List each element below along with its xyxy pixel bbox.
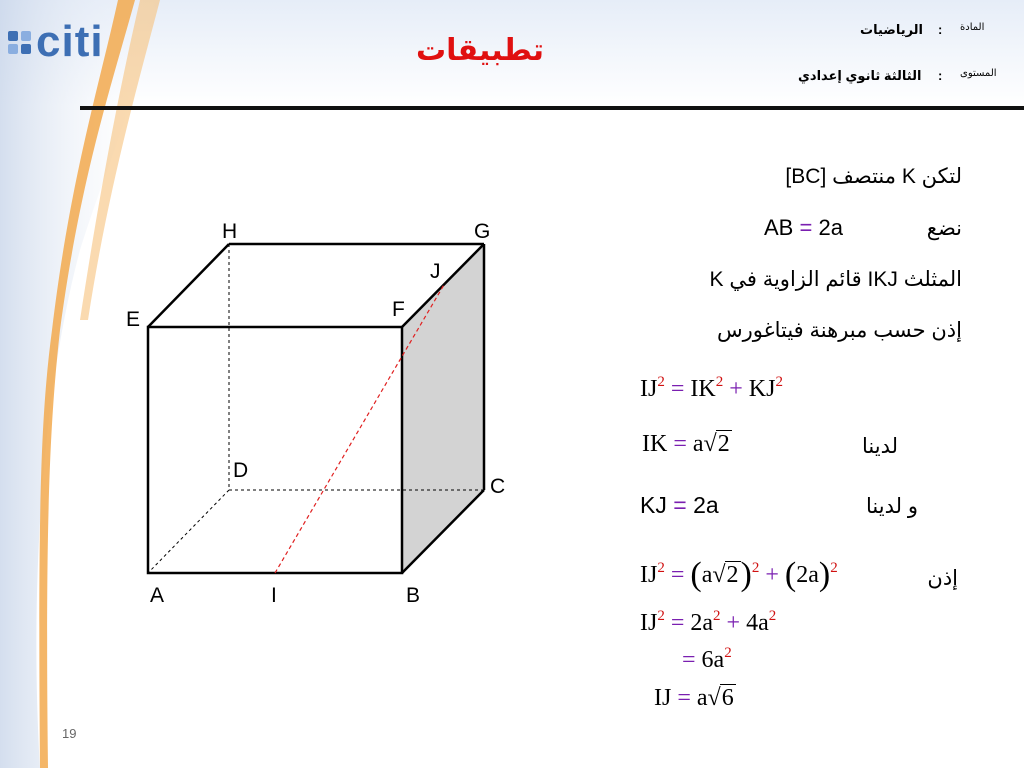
level-value: الثالثة ثانوي إعدادي — [798, 68, 922, 83]
equation-result: IJ = a√6 — [654, 685, 734, 711]
text-ladina-2: و لدينا — [866, 495, 918, 518]
subject-value: الرياضيات — [860, 22, 924, 37]
text-line-4: إذن حسب مبرهنة فيتاغورس — [716, 319, 962, 342]
equation-expand: $IJ^2 = 2a^2 + 4a^2$ — [640, 608, 777, 636]
text-line-3: المثلث IKJ قائم الزاوية في K — [709, 268, 962, 291]
vertex-label-e: E — [126, 308, 141, 331]
level-label: المستوى — [960, 68, 997, 79]
text-ladina-1: لدينا — [861, 435, 898, 458]
equation-ik: IK = a√2 — [642, 431, 730, 457]
vertex-label-h: H — [222, 220, 238, 243]
equation-sum: = $6a^2$ — [682, 645, 732, 673]
slide-title: تطبيقات — [416, 34, 544, 67]
equation-pythagoras: $IJ^2 = IK^2 + KJ^2$ — [640, 374, 783, 402]
equation-substitution: $IJ^2 = (a√2)^2 + (2a)^2$ — [640, 556, 838, 593]
subject-colon: : — [938, 22, 943, 37]
text-line-1: لتكن K منتصف [BC] — [785, 165, 962, 188]
vertex-label-b: B — [406, 584, 421, 607]
vertex-label-c: C — [490, 475, 506, 498]
vertex-label-a: A — [150, 584, 165, 607]
vertex-label-f: F — [392, 298, 405, 321]
level-colon: : — [938, 68, 943, 83]
text-line-2-label: نضع — [926, 217, 962, 240]
page-number: 19 — [62, 726, 77, 741]
equation-kj: KJ = 2a — [640, 492, 719, 518]
vertex-label-j: J — [430, 260, 441, 283]
vertex-label-g: G — [474, 220, 491, 243]
text-idhan: إذن — [927, 567, 958, 590]
vertex-label-d: D — [233, 459, 249, 482]
logo-text: citi — [36, 17, 104, 66]
vertex-label-i: I — [271, 584, 277, 607]
subject-label: المادة — [960, 22, 985, 33]
cube-right-face — [402, 244, 484, 573]
text-line-2-eq: AB = 2a — [764, 215, 843, 240]
